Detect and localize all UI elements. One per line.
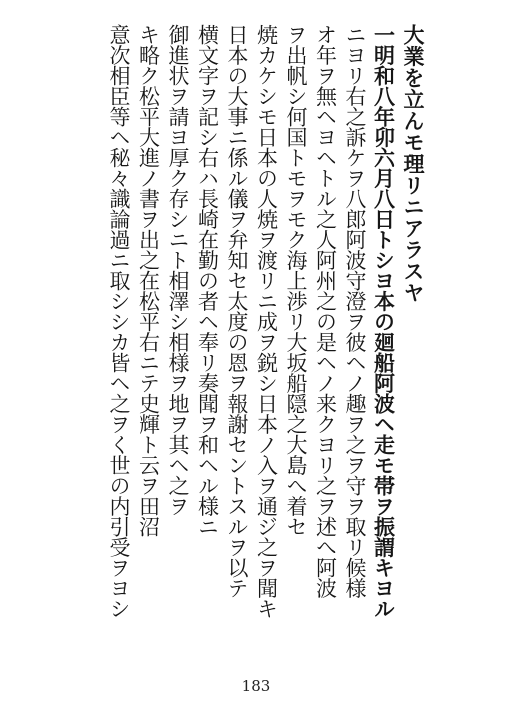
manuscript-column: 焼カケシモ日本の人焼ヲ渡リニ成ヲ鋭シ日本ノ入ヲ通ジ之ヲ聞キ [254, 24, 279, 619]
manuscript-column: オ年ヲ無ヘヨヘトル之人阿州之の是ヘノ来クヨリ之ヲ述へ阿波 [313, 24, 338, 598]
manuscript-column: 意次相臣等ヘ秘々識論過ニ取シシカ皆ヘ之ヲく世の内引受ヲヨシ [107, 24, 131, 619]
manuscript-column: キ略ク松平大進ノ書ヲ出之在松平右ニテ史輝ト云ヲ田沼 [136, 24, 161, 537]
manuscript-column: ヲ出帆シ何国トモヲモク海上渉リ大坂船隠之大島へ着セ [284, 24, 308, 537]
manuscript-column: ニヨリ右之訴ケヲ八郎阿波守澄ヲ彼ヘノ趣ヲ之ヲ守ヲ取リ候様 [343, 24, 367, 598]
manuscript-column: 日本の大事ニ係ル儀ヲ弁知セ太度の恩ヲ報謝セントスルヲ以テ [225, 24, 249, 598]
manuscript-column: 一明和八年卯六月八日トシヨ本の廻船阿波ヘ走モ帯ヲ振謂キヨル [371, 24, 397, 619]
manuscript-column: 御進状ヲ請ヨ厚ク存シニト相澤シ相様ヲ地ヲ其ヘ之ヲ [166, 24, 190, 516]
manuscript-column-heading: 大業を立んモ理リニアラスヤ [401, 24, 426, 304]
manuscript-column: 横文字ヲ記シ右ハ長崎在勤の者ヘ奉リ奏聞ヲ和ヘル様ニ [195, 24, 220, 537]
page-number: 183 [241, 677, 271, 695]
handwritten-manuscript [107, 24, 426, 619]
